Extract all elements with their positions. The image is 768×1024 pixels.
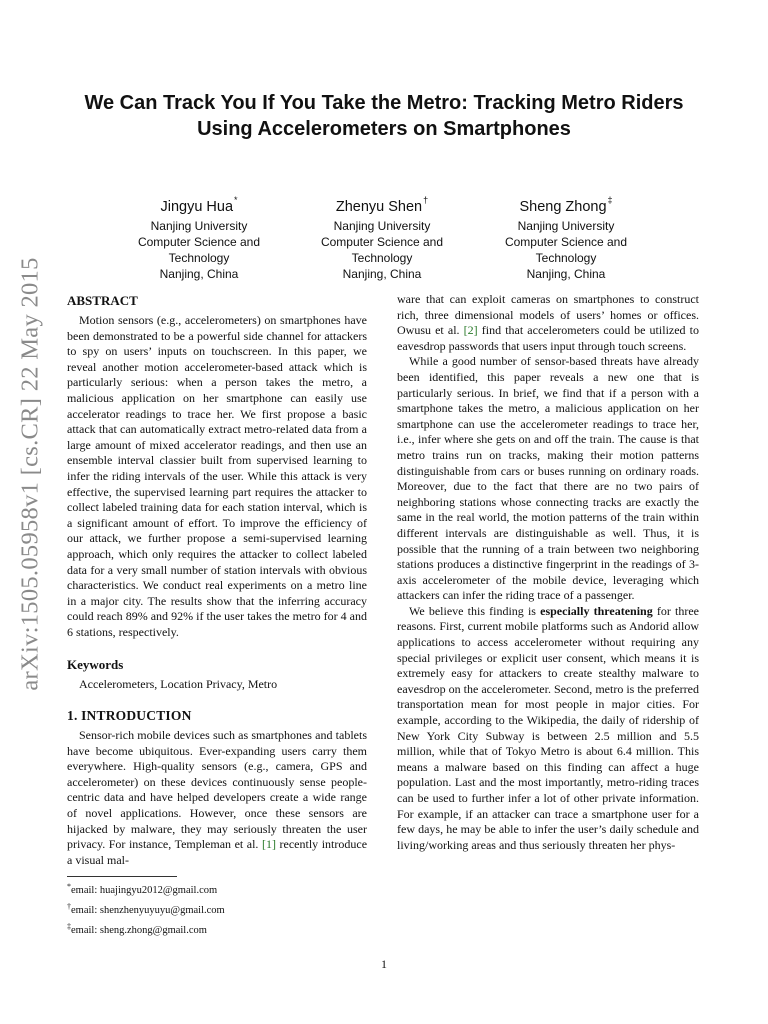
author-affiliation: Nanjing, China	[159, 267, 239, 281]
footnote-mark: ‡	[67, 922, 71, 931]
footnote-item	[67, 899, 367, 919]
author-affiliation: Nanjing University	[333, 219, 431, 233]
body-text: for three reasons. First, current mobile platforms such as Andorid allow applications to access accelerometer without requiring any special privileges or explicit user consent, which means it is extremely easy for attackers to create stealthy malware to eavesdrop on the accelerometer. Second, metro is the preferred transportation mean for most people in major cities. For example, according to the Wikipedia, the daily of ridership of New York City Subway is between 2.5 million and 5.5 million, while that of Tokyo Metro is about 6.4 million. This means a malware based on this finding can affect a huge population. Last and the most importantly, metro-riding traces can be used to further infer a lot of other private information. For example, if an attacker can trace a smartphone user for a few days, he may be able to infer the user’s daily schedule and living/working areas and thus seriously threaten her phys-	[397, 603, 700, 852]
author-name-line	[119, 190, 279, 217]
body-text: We believe this finding is	[409, 603, 536, 618]
intro-paragraph	[67, 728, 367, 868]
body-paragraph	[397, 604, 699, 854]
body-paragraph	[397, 292, 699, 354]
intro-text-a: Sensor-rich mobile devices such as smartphones and tablets have become ubiquitous. Ever-expanding users carry them everywhere. High-quality sensors (e.g., camera, GPS and accelerometer) on these devices continuously sense people-centric data and have helped developers create a wide range of novel applications. However, once these sensors are hijacked by malware, they may seriously threaten the user privacy. For instance, Templeman et al.	[67, 728, 367, 852]
introduction-heading: 1. INTRODUCTION	[67, 708, 192, 724]
abstract-text: Motion sensors (e.g., accelerometers) on smartphones have been demonstrated to be a powerful side channel for attackers to spy on users’ inputs on touchscreen. In this paper, we reveal another motion accelerometer-based attack which is particularly serious: when a person takes the metro, a malicious application on her smartphone can easily use accelerator readings to trace her. We first propose a basic attack that can automatically extract metro-related data from a large amount of mixed accelerator readings, and then use an ensemble interval classier built from supervised learning to infer the riding intervals of the user. While this attack is very effective, the supervised learning part requires the attacker to collect labeled training data for each station interval, which is a significant amount of effort. To improve the efficiency of our attack, we further propose a semi-supervised learning approach, which only requires the attacker to collect labeled data for a very small number of station intervals with obvious characteristics. We conduct real experiments on a metro line in a major city. The results show that the inferring accuracy could reach 89% and 92% if the user takes the metro for 4 and 6 stations, respectively.	[67, 313, 367, 639]
author-name: Zhenyu Shen	[335, 199, 423, 215]
footnote-text: email: huajingyu2012@gmail.com	[71, 885, 218, 896]
keywords-text: Accelerometers, Location Privacy, Metro	[79, 677, 278, 692]
author-affiliation: Computer Science and	[137, 235, 261, 249]
body-paragraph: While a good number of sensor-based threats have already been identified, this paper reveals a new one that is particularly serious. In brief, we find that if a person with a smartphone takes the metro, a malicious application on her smartphone can use the accelerometer readings to trace her, i.e., infer where she gets on and off the train. The cause is that metro trains run on tracks, making their motion patterns distinguishable from cars or buses running on ordinary roads. Moreover, due to the fact that there are no two pairs of neighboring stations whose connecting tracks are exactly the same in the real world, the motion patterns of the train within different intervals are distinguishable as well. Thus, it is possible that the running of a train between two neighboring stations produces a distinctive fingerprint in the readings of 3-axis accelerometer of the mobile device, leveraging which attackers can infer the riding trace of a passenger.	[397, 354, 699, 603]
author-affiliation: Technology	[168, 251, 230, 265]
author-affiliation: Nanjing University	[517, 219, 615, 233]
footnote-text: email: sheng.zhong@gmail.com	[71, 925, 207, 936]
author-affiliation: Technology	[535, 251, 597, 265]
footnote-mark: *	[67, 882, 71, 891]
author-footnote-mark: ‡	[607, 195, 613, 205]
footnote-text: email: shenzhenyuyuyu@gmail.com	[71, 905, 225, 916]
paper-title: We Can Track You If You Take the Metro: Tracking Metro Riders Using Accelerometers on Smartphones	[84, 92, 684, 140]
author-affiliation: Nanjing, China	[526, 267, 606, 281]
arxiv-identifier-stamp	[6, 236, 56, 712]
abstract-heading: ABSTRACT	[67, 293, 138, 308]
author-affiliation: Computer Science and	[320, 235, 444, 249]
citation-link-2[interactable]: [2]	[463, 323, 478, 338]
emphasis-text: especially threatening	[540, 603, 653, 618]
author-block-2	[302, 190, 462, 282]
author-name-line	[486, 190, 646, 217]
arxiv-stamp-text: arXiv:1505.05958v1 [cs.CR] 22 May 2015	[17, 257, 44, 691]
author-block-1	[119, 190, 279, 282]
footnotes	[67, 879, 367, 939]
right-column	[397, 292, 699, 853]
keywords-heading: Keywords	[67, 657, 124, 673]
intro-text-b: recently introduce a visual mal-	[67, 837, 368, 867]
footnote-divider	[67, 876, 177, 877]
page-number: 1	[381, 957, 387, 971]
footnote-mark: †	[67, 902, 71, 911]
citation-link-1[interactable]: [1]	[261, 837, 276, 852]
body-text: find that accelerometers could be utilized to eavesdrop passwords that users input through touch screens.	[397, 323, 699, 353]
author-name: Jingyu Hua	[160, 199, 234, 215]
author-affiliation: Computer Science and	[504, 235, 628, 249]
author-affiliation: Nanjing University	[150, 219, 248, 233]
left-column	[67, 292, 367, 868]
author-block-3	[486, 190, 646, 282]
author-name: Sheng Zhong	[519, 199, 607, 215]
author-affiliation: Technology	[351, 251, 413, 265]
footnote-item	[67, 919, 367, 939]
body-text: ware that can exploit cameras on smartphones to construct rich, three dimensional models of users’ homes or offices. Owusu et al.	[397, 292, 699, 338]
author-name-line	[302, 190, 462, 217]
author-affiliation: Nanjing, China	[342, 267, 422, 281]
footnote-item	[67, 879, 367, 899]
author-footnote-mark: *	[234, 195, 238, 205]
author-footnote-mark: †	[423, 195, 429, 205]
